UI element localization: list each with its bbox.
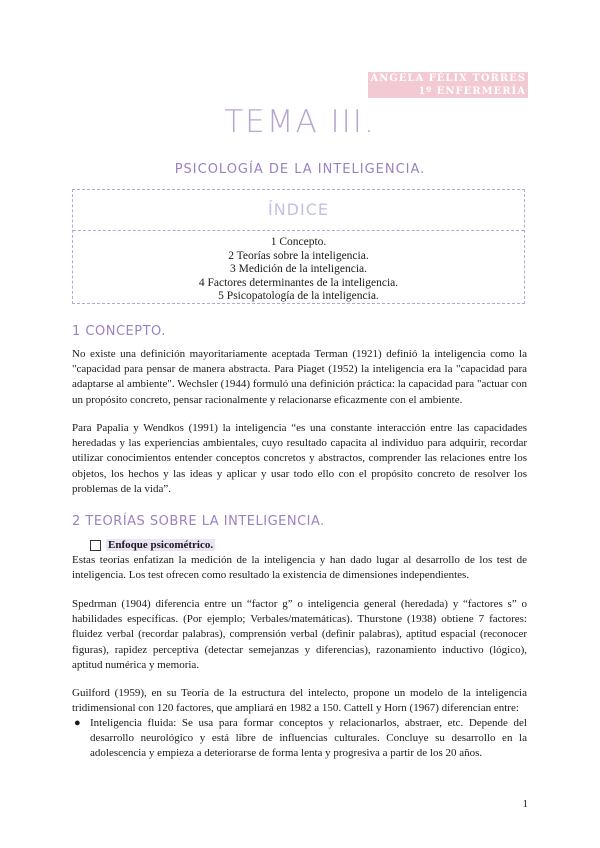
toc-item: 4 Factores determinantes de la inteligencia. [198,276,399,289]
subheading-label: Enfoque psicométrico. [108,539,214,551]
toc-item: 3 Medición de la inteligencia. [230,263,367,276]
toc-heading: ÍNDICE [73,190,524,231]
section-heading-teorias: 2 TEORÍAS SOBRE LA INTELIGENCIA. [72,514,325,529]
list-item [74,716,527,762]
list-item-text: Inteligencia fluida: Se usa para formar conceptos y relacionarlos, abstraer, etc. Depende del desarrollo neurológico y está libre de influencias culturales. Concluye su desarrollo en la adolescencia y empieza a deteriorarse de forma lenta y progresiva a partir de los 20 años. [90,717,527,760]
author-name: ÁNGELA FÉLIX TORRES [370,73,526,84]
paragraph: Spedrman (1904) diferencia entre un “factor g” o inteligencia general (heredada) y “factores s” o habilidades específicas. (Por ejemplo; Verbales/matemáticas). Thurstone (1938) obtiene 7 factores: fluidez verbal (recordar palabras), comprensión verbal (definir palabras), aptitud espacial (reconocer figuras), rapidez perceptiva (detectar semejanzas y diferencias), razonamiento inductivo (lógico), aptitud numérica y memoria. [72,598,527,671]
toc-item: 1 Concepto. [270,236,327,248]
page-number: 1 [522,798,528,810]
author-block [368,72,528,98]
paragraph: No existe una definición mayoritariamente aceptada Terman (1921) definió la inteligencia como la "capacidad para pensar de manera abstracta. Para Piaget (1952) la inteligencia era la "capacidad para adaptarse al ambiente". Wechsler (1944) formuló una definición práctica: la capacidad para "actuar con un propósito concreto, pensar racionalmente y relacionarse eficazmente con el ambiente. [72,348,527,406]
checkbox-icon [90,540,101,551]
author-course: 1º ENFERMERÍA [368,85,528,98]
paragraph: Para Papalia y Wendkos (1991) la inteligencia “es una constante interacción entre las capacidades heredadas y las experiencias ambientales, cuyo resultado capacita al individuo para adquirir, recordar utilizar conocimientos entender conceptos concretos y abstractos, comprender las relaciones entre los objetos, los hechos y las ideas y aplicar y usar todo ello con el propósito concreto de resolver los problemas de la vida”. [72,422,527,495]
table-of-contents [72,189,525,304]
subheading-psicometrico [90,539,215,551]
section-heading-concepto: 1 CONCEPTO. [72,324,166,339]
page-subtitle: PSICOLOGÍA DE LA INTELIGENCIA. [174,162,426,177]
page-title: TEMA III. [224,104,376,140]
toc-item: 2 Teorías sobre la inteligencia. [228,249,369,262]
paragraph: Estas teorías enfatizan la medición de la inteligencia y han dado lugar al desarrollo de los test de inteligencia. Los test ofrecen como resultado la existencia de dimensiones independientes. [72,554,527,582]
paragraph: Guilford (1959), en su Teoría de la estructura del intelecto, propone un modelo de la inteligencia tridimensional con 120 factores, que ampliará en 1982 a 150. Cattell y Horn (1967) diferencian entre: [72,687,527,715]
toc-item: 5 Psicopatología de la inteligencia. [218,290,379,303]
bullet-icon: ● [74,717,81,729]
toc-list [73,236,524,304]
